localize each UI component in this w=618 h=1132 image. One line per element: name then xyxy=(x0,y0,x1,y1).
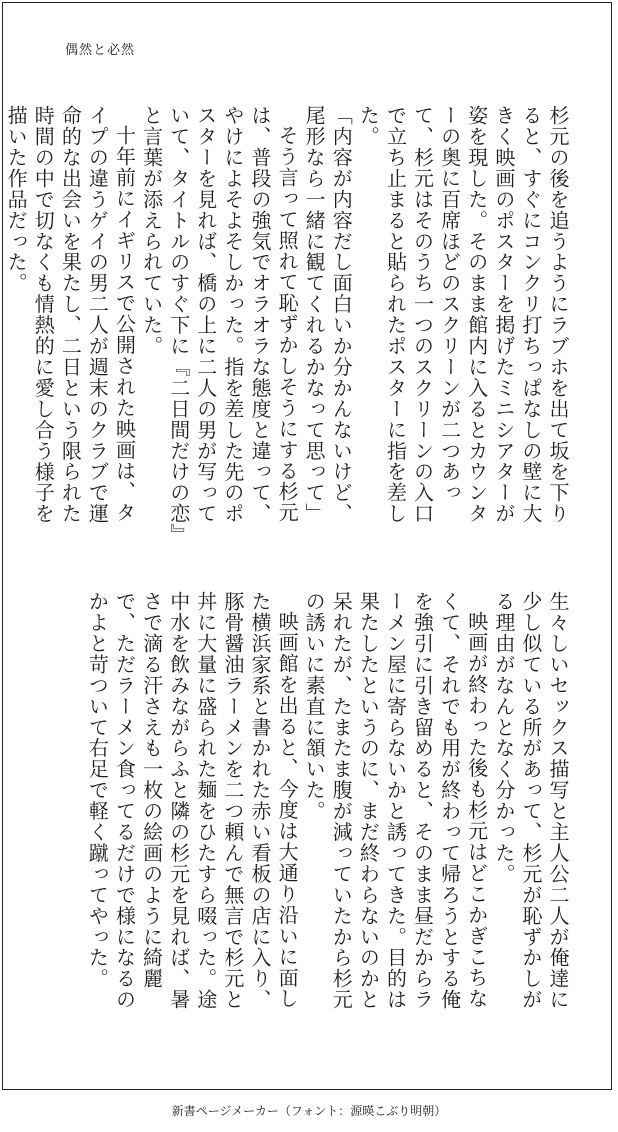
manuscript-page xyxy=(2,2,612,1090)
paragraph: 杉元の後を追うようにラブホを出て坂を下りると、すぐにコンクリ打ちっぱなしの壁に大きく映画のポスターを掲げたミニシアターが姿を現した。そのまま館内に入るとカウンターの奥に百席ほどのスクリーンが二つあって、杉元はそのうち一つのスクリーンの入口で立ち止まると貼られたポスターに指を差した。 xyxy=(356,105,570,524)
paragraph: 映画館を出ると、今度は大通り沿いに面した横浜家系と書かれた赤い看板の店に入り、豚骨醤油ラーメンを二つ頼んで無言で杉元と丼に大量に盛られた麺をひたすら啜った。途中水を飲みながらふと隣の杉元を見れば、暑さで滴る汗さえも一枚の絵画のように綺麗で、ただラーメン食ってるだけで様になるのかよと苛ついて右足で軽く蹴ってやった。 xyxy=(85,591,300,1010)
paragraph: 生々しいセックス描写と主人公二人が俺達に少し似ている所があって、杉元が恥ずかしがる理由がなんとなく分かった。 xyxy=(491,591,570,1010)
footer-credit: 新書ページメーカー（フォント：源暎こぶり明朝） xyxy=(171,1104,447,1118)
paragraph: そう言って照れて恥ずかしそうにする杉元は、普段の強気でオラオラな態度と違って、やけによそよそしかった。指を差した先のポスターを見れば、橋の上に二人の男が写っていて、タイトルのすぐ下に『二日間だけの恋』と言葉が添えられていた。 xyxy=(139,105,300,535)
page-title: 偶然と必然 xyxy=(65,43,136,58)
text-block-top xyxy=(4,105,571,535)
paragraph: 映画が終わった後も杉元はどこかぎこちなくて、それでも用が終わって帰ろうとする俺を強引に引き留めると、そのまま昼だからラーメン屋に寄らないかと誘ってきた。目的は果たしたというのに、まだ終わらないのかと呆れたが、たまたま腹が減っていたから杉元の誘いに素直に頷いた。 xyxy=(302,591,489,1010)
text-block-bottom xyxy=(53,591,571,1021)
paragraph-dialogue: 「内容が内容だし面白いか分かんないけど、尾形なら一緒に観てくれるかなって思って」 xyxy=(302,105,354,524)
paragraph: 十年前にイギリスで公開された映画は、タイプの違うゲイの男二人が週末のクラブで運命的な出会いを果たし、二日という限られた時間の中で切なくも情熱的に愛し合う様子を描いた作品だった。 xyxy=(4,105,137,524)
